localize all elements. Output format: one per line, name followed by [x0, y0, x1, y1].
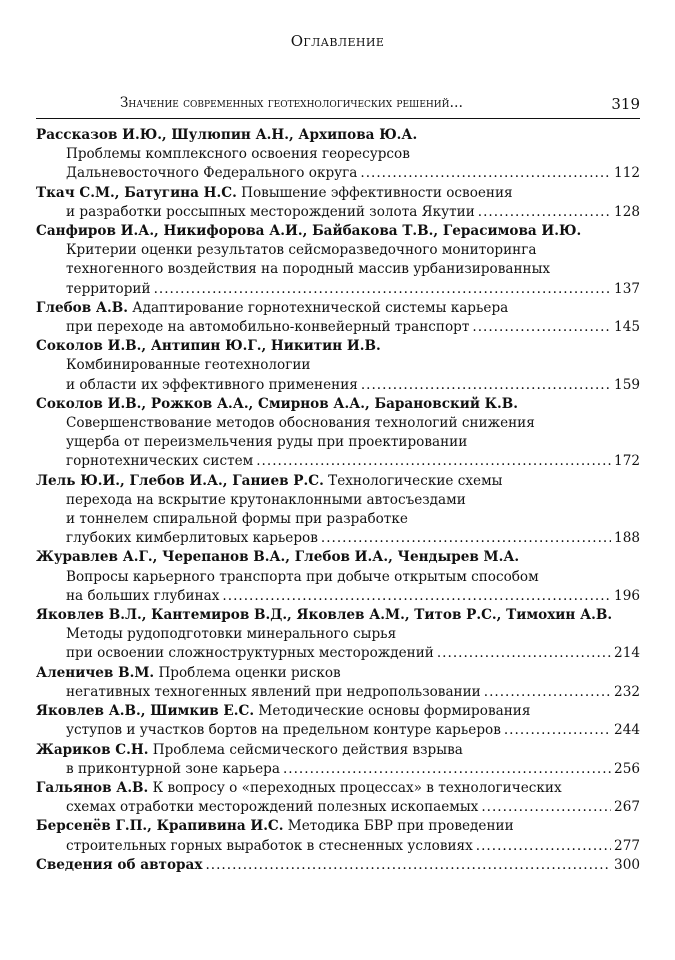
toc-entry-title-tail: при освоении сложноструктурных месторождений — [66, 645, 434, 662]
toc-entry-authors-info — [36, 856, 640, 875]
toc-entry — [36, 664, 640, 702]
toc-entry-last-line — [36, 164, 640, 183]
authors-info-title-tail: Сведения об авторах — [36, 856, 203, 873]
dot-leader — [504, 721, 611, 740]
toc-entry-title-line: перехода на вскрытие крутонаклонными автосъездами — [66, 491, 466, 508]
toc-entry-authors: Глебов А.В. — [36, 299, 128, 316]
toc-entry-authors: Соколов И.В., Антипин Ю.Г., Никитин И.В. — [36, 338, 381, 355]
toc-entry — [36, 222, 640, 299]
toc-page-number: 188 — [614, 530, 640, 547]
toc-entry-title-line: Проблемы комплексного освоения георесурсов — [66, 146, 410, 163]
toc-entry-title: Методические основы формирования — [254, 703, 531, 720]
toc-page-number: 172 — [614, 453, 640, 470]
toc-entry-title-tail: на больших глубинах — [66, 587, 220, 604]
toc-entry-authors: Соколов И.В., Рожков А.А., Смирнов А.А., Барановский К.В. — [36, 395, 519, 412]
toc-entry-first-line — [36, 472, 640, 491]
toc-entry — [36, 817, 640, 855]
toc-entry-first-line — [36, 702, 640, 721]
toc-entry-first-line — [36, 299, 640, 318]
toc-entry-authors: Жариков С.Н. — [36, 741, 149, 758]
toc-entry-title-tail: горнотехнических систем — [66, 453, 254, 470]
toc-entry-last-line — [36, 529, 640, 548]
toc-entry-title: Технологические схемы — [323, 472, 503, 489]
toc-entry-first-line — [36, 606, 640, 625]
dot-leader — [478, 203, 611, 222]
dot-leader — [472, 318, 611, 337]
toc-entry-title-tail: в приконтурной зоне карьера — [66, 760, 280, 777]
toc-entry-first-line — [36, 779, 640, 798]
toc-entry-title-tail: при переходе на автомобильно-конвейерный транспорт — [66, 319, 470, 336]
toc-entry-last-line — [36, 587, 640, 606]
toc-entry-first-line — [36, 395, 640, 414]
toc-entry-first-line — [36, 817, 640, 836]
toc-entry-last-line — [36, 837, 640, 856]
toc-page-number: 196 — [614, 587, 640, 604]
running-head — [120, 95, 640, 113]
toc-entry-first-line — [36, 184, 640, 203]
toc-entry-title-line: и тоннелем спиральной формы при разработке — [66, 511, 408, 528]
toc-entry-title-line: техногенного воздействия на породный массив урбанизированных — [66, 261, 551, 278]
toc-entry-authors: Берсенёв Г.П., Крапивина И.С. — [36, 818, 284, 835]
table-of-contents — [36, 126, 640, 875]
toc-entry — [36, 184, 640, 222]
toc-entry-title: Проблема сейсмического действия взрыва — [148, 741, 463, 758]
dot-leader — [256, 452, 611, 471]
toc-entry-first-line — [36, 126, 640, 145]
toc-entry-title: К вопросу о «переходных процессах» в технологических — [148, 779, 562, 796]
toc-entry-title-line: Совершенствование методов обоснования технологий снижения — [66, 415, 535, 432]
toc-entry-authors: Рассказов И.Ю., Шулюпин А.Н., Архипова Ю.А. — [36, 127, 418, 143]
toc-entry-last-line — [36, 280, 640, 299]
toc-entry-title-tail: схемах отработки месторождений полезных ископаемых — [66, 799, 479, 816]
dot-leader — [437, 644, 611, 663]
toc-page-number: 256 — [614, 760, 640, 777]
toc-entry-last-line — [36, 203, 640, 222]
toc-entry-title-line: Критерии оценки результатов сейсморазведочного мониторинга — [66, 242, 537, 259]
toc-entry-title: Методика БВР при проведении — [283, 818, 514, 835]
toc-entry-authors: Гальянов А.В. — [36, 779, 149, 796]
toc-entry-first-line — [36, 222, 640, 241]
toc-entry-first-line — [36, 548, 640, 567]
toc-entry-last-line — [36, 721, 640, 740]
page-header-title: Оглавление — [290, 32, 385, 50]
dot-leader — [321, 529, 611, 548]
dot-leader — [283, 760, 611, 779]
toc-entry — [36, 126, 640, 184]
toc-page-number: 232 — [614, 683, 640, 700]
authors-info-last-line — [36, 856, 640, 875]
toc-entry-last-line — [36, 644, 640, 663]
header-rule — [36, 118, 640, 119]
toc-entry-title-tail: Дальневосточного Федерального округа — [66, 165, 358, 182]
toc-entry — [36, 395, 640, 472]
dot-leader — [481, 798, 611, 817]
toc-entry-last-line — [36, 318, 640, 337]
toc-entry-title: Повышение эффективности освоения — [236, 184, 513, 201]
dot-leader — [222, 587, 611, 606]
toc-entry-authors: Санфиров И.А., Никифорова А.И., Байбакова Т.В., Герасимова И.Ю. — [36, 223, 582, 240]
toc-entry-last-line — [36, 760, 640, 779]
toc-entry-last-line — [36, 683, 640, 702]
toc-entry-title: Адаптирование горнотехнической системы карьера — [127, 299, 509, 316]
toc-entry-authors: Журавлев А.Г., Черепанов В.А., Глебов И.А., Чендырев М.А. — [36, 549, 520, 566]
page-number: 319 — [611, 95, 640, 113]
toc-page-number: 145 — [614, 319, 640, 336]
toc-page-number: 137 — [614, 280, 640, 297]
toc-entry-last-line — [36, 376, 640, 395]
running-title: Значение современных геотехнологических решений… — [120, 95, 463, 111]
toc-entry-title-line: Вопросы карьерного транспорта при добыче открытым способом — [66, 568, 539, 585]
dot-leader — [154, 280, 611, 299]
toc-page-number: 267 — [614, 799, 640, 816]
toc-entry — [36, 299, 640, 337]
dot-leader — [484, 683, 611, 702]
dot-leader — [360, 164, 611, 183]
toc-entry-authors: Аленичев В.М. — [36, 664, 155, 681]
toc-page-number: 300 — [614, 856, 640, 873]
toc-entry-title-tail: и разработки россыпных месторождений золота Якутии — [66, 203, 475, 220]
toc-entry-last-line — [36, 798, 640, 817]
toc-entry-title-line: Комбинированные геотехнологии — [66, 357, 311, 374]
toc-entry-title-tail: территорий — [66, 280, 151, 297]
dot-leader — [205, 856, 611, 875]
toc-entry-authors: Лель Ю.И., Глебов И.А., Ганиев Р.С. — [36, 472, 324, 489]
toc-page-number: 244 — [614, 722, 640, 739]
toc-entry-first-line — [36, 664, 640, 683]
toc-entry-title-tail: строительных горных выработок в стесненных условиях — [66, 837, 473, 854]
toc-entry-authors: Ткач С.М., Батугина Н.С. — [36, 184, 237, 201]
toc-page-number: 128 — [614, 203, 640, 220]
toc-entry — [36, 337, 640, 395]
toc-entry — [36, 606, 640, 664]
dot-leader — [476, 837, 611, 856]
toc-page-number: 159 — [614, 376, 640, 393]
toc-entry-last-line — [36, 452, 640, 471]
toc-entry-title-tail: уступов и участков бортов на предельном контуре карьеров — [66, 722, 501, 739]
toc-entry — [36, 779, 640, 817]
toc-entry — [36, 741, 640, 779]
toc-entry-title-line: ущерба от переизмельчения руды при проектировании — [66, 434, 468, 451]
toc-page-number: 112 — [614, 165, 640, 182]
toc-entry-authors: Яковлев В.Л., Кантемиров В.Д., Яковлев А.М., Титов Р.С., Тимохин А.В. — [36, 607, 613, 624]
toc-entry-first-line — [36, 741, 640, 760]
toc-page-number: 277 — [614, 837, 640, 854]
toc-entry-first-line — [36, 337, 640, 356]
toc-entry — [36, 548, 640, 606]
toc-entry — [36, 472, 640, 549]
toc-page-number: 214 — [614, 645, 640, 662]
toc-entry-title: Проблема оценки рисков — [154, 664, 341, 681]
toc-entry-title-line: Методы рудоподготовки минерального сырья — [66, 626, 397, 643]
toc-entry — [36, 702, 640, 740]
toc-entry-authors: Яковлев А.В., Шимкив Е.С. — [36, 703, 255, 720]
dot-leader — [361, 376, 611, 395]
toc-entry-title-tail: и области их эффективного применения — [66, 376, 358, 393]
toc-entry-title-tail: негативных техногенных явлений при недропользовании — [66, 683, 481, 700]
toc-entry-title-tail: глубоких кимберлитовых карьеров — [66, 530, 318, 547]
